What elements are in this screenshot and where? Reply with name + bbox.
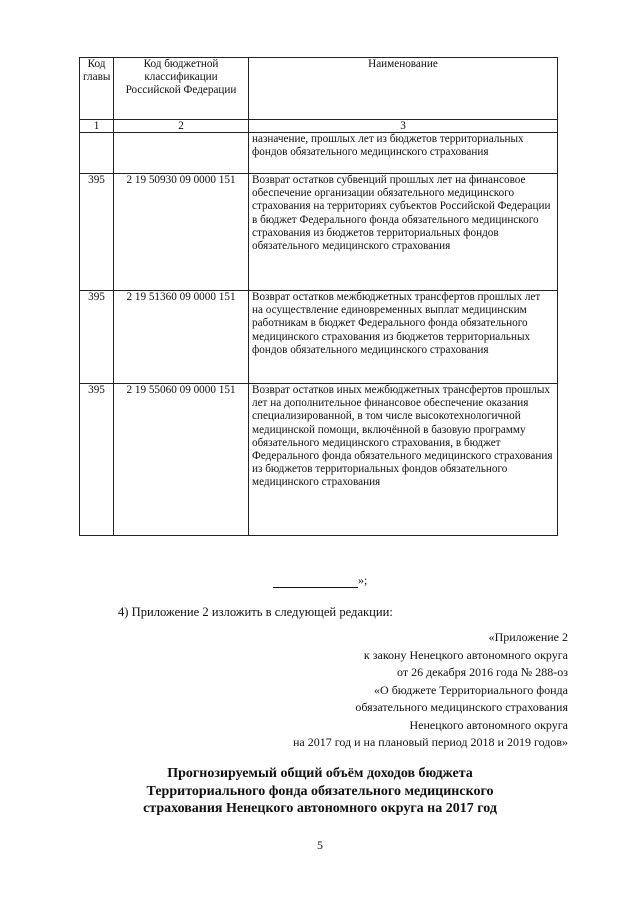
column-number-3: 3 <box>249 120 558 133</box>
heading-line: страхования Ненецкого автономного округа на 2017 год <box>143 801 497 816</box>
table-row <box>80 133 558 174</box>
appendix-line: «О бюджете Территориального фонда <box>374 682 568 697</box>
chapter-code-cell <box>80 133 114 174</box>
page-number: 5 <box>317 838 323 852</box>
section-heading <box>90 765 550 818</box>
appendix-reference-block <box>208 629 568 752</box>
table-row <box>80 174 558 291</box>
name-cell: Возврат остатков иных межбюджетных трансфертов прошлых лет на дополнительное финансовое обеспечение оказания специализированной, в том числе высокотехнологичной медицинской помощи, включённой в базовую программу обязательного медицинского страхования, в бюджет Федерального фонда обязательного медицинского страхования из бюджетов территориальных фондов обязательного медицинского страхования <box>249 384 558 536</box>
appendix-line: обязательного медицинского страхования <box>355 700 568 714</box>
appendix-line: на 2017 год и на плановый период 2018 и 2019 годов» <box>292 735 568 749</box>
chapter-code-cell: 395 <box>80 291 114 384</box>
column-number-1: 1 <box>80 120 114 133</box>
appendix-line: «Приложение 2 <box>488 630 568 644</box>
closing-mark-text: »; <box>358 573 368 587</box>
chapter-code-cell: 395 <box>80 384 114 536</box>
column-number-2: 2 <box>114 120 249 133</box>
header-classification-code: Код бюджетной классификации Российской Федерации <box>114 58 249 120</box>
name-cell: Возврат остатков субвенций прошлых лет на финансовое обеспечение организации обязательного медицинского страхования на территориях субъектов Российской Федерации в бюджет Федерального фонда обязательного медицинского страхования из бюджетов территориальных фондов обязательного медицинского страхования <box>249 174 558 291</box>
header-name: Наименование <box>249 58 558 120</box>
table-row <box>80 384 558 536</box>
name-cell: назначение, прошлых лет из бюджетов территориальных фондов обязательного медицинского страхования <box>249 133 558 174</box>
classification-code-cell: 2 19 51360 09 0000 151 <box>114 291 249 384</box>
budget-classification-table <box>79 57 558 536</box>
heading-line: Территориального фонда обязательного медицинского <box>146 783 494 799</box>
header-chapter-code: Код главы <box>80 58 114 120</box>
name-cell: Возврат остатков межбюджетных трансфертов прошлых лет на осуществление единовременных выплат медицинским работникам в бюджет Федерального фонда обязательного медицинского страхования из бюджетов территориальных фондов обязательного медицинского страхования <box>249 291 558 384</box>
heading-line: Прогнозируемый общий объём доходов бюджета <box>167 766 473 781</box>
appendix-line: к закону Ненецкого автономного округа <box>363 647 568 662</box>
table-row <box>80 291 558 384</box>
classification-code-cell: 2 19 55060 09 0000 151 <box>114 384 249 536</box>
classification-code-cell <box>114 133 249 174</box>
closing-quote-mark <box>273 573 367 588</box>
signature-underline <box>273 575 358 588</box>
appendix-line: от 26 декабря 2016 года № 288-оз <box>396 665 568 679</box>
chapter-code-cell: 395 <box>80 174 114 291</box>
classification-code-cell: 2 19 50930 09 0000 151 <box>114 174 249 291</box>
amendment-instruction: 4) Приложение 2 изложить в следующей редакции: <box>118 605 393 619</box>
appendix-line: Ненецкого автономного округа <box>409 717 568 732</box>
